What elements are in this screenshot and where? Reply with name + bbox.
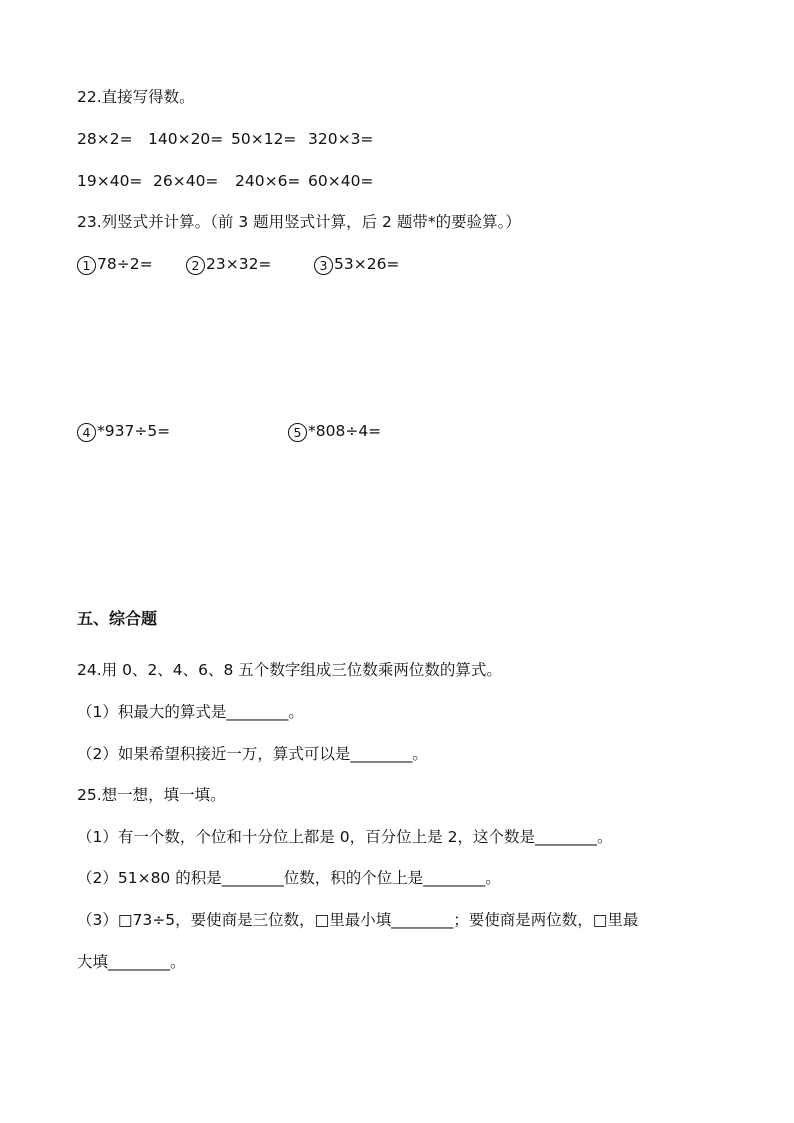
- q22-expr: 60×40=: [308, 172, 374, 190]
- q23-item: [77, 420, 170, 442]
- q23-item: [314, 253, 399, 275]
- q25-part-1: （1）有一个数，个位和十分位上都是 0，百分位上是 2，这个数是________。: [77, 828, 613, 846]
- q23-item: [77, 253, 153, 275]
- q25-part-3: （3）□73÷5，要使商是三位数，□里最小填________；要使商是两位数，□里最: [77, 911, 639, 929]
- q23-item: [288, 420, 381, 442]
- q25-title: 25.想一想，填一填。: [77, 786, 226, 804]
- q23-expr: 23×32=: [206, 255, 272, 273]
- section-heading: 五、综合题: [77, 609, 158, 628]
- circled-number: 5: [288, 423, 307, 442]
- circled-number: 4: [77, 423, 96, 442]
- q25-part-3-continued: 大填________。: [77, 953, 186, 971]
- q23-expr: 78÷2=: [97, 255, 153, 273]
- q24-part-2: （2）如果希望积接近一万，算式可以是________。: [77, 745, 428, 763]
- q22-expr: 140×20=: [148, 130, 224, 148]
- q22-expr: 320×3=: [308, 130, 374, 148]
- q24-title: 24.用 0、2、4、6、8 五个数字组成三位数乘两位数的算式。: [77, 661, 502, 679]
- q23-title: 23.列竖式并计算。（前 3 题用竖式计算，后 2 题带*的要验算。）: [77, 213, 521, 231]
- circled-number: 1: [77, 256, 96, 275]
- q23-expr: *937÷5=: [97, 422, 171, 440]
- circled-number: 2: [186, 256, 205, 275]
- q22-expr: 28×2=: [77, 130, 133, 148]
- q22-title: 22.直接写得数。: [77, 88, 195, 106]
- q25-part-2: （2）51×80 的积是________位数，积的个位上是________。: [77, 869, 501, 887]
- q22-expr: 50×12=: [231, 130, 297, 148]
- q23-expr: *808÷4=: [308, 422, 382, 440]
- q23-expr: 53×26=: [334, 255, 400, 273]
- q22-expr: 26×40=: [153, 172, 219, 190]
- circled-number: 3: [314, 256, 333, 275]
- q23-item: [186, 253, 271, 275]
- q22-expr: 19×40=: [77, 172, 143, 190]
- q22-expr: 240×6=: [235, 172, 301, 190]
- q24-part-1: （1）积最大的算式是________。: [77, 703, 304, 721]
